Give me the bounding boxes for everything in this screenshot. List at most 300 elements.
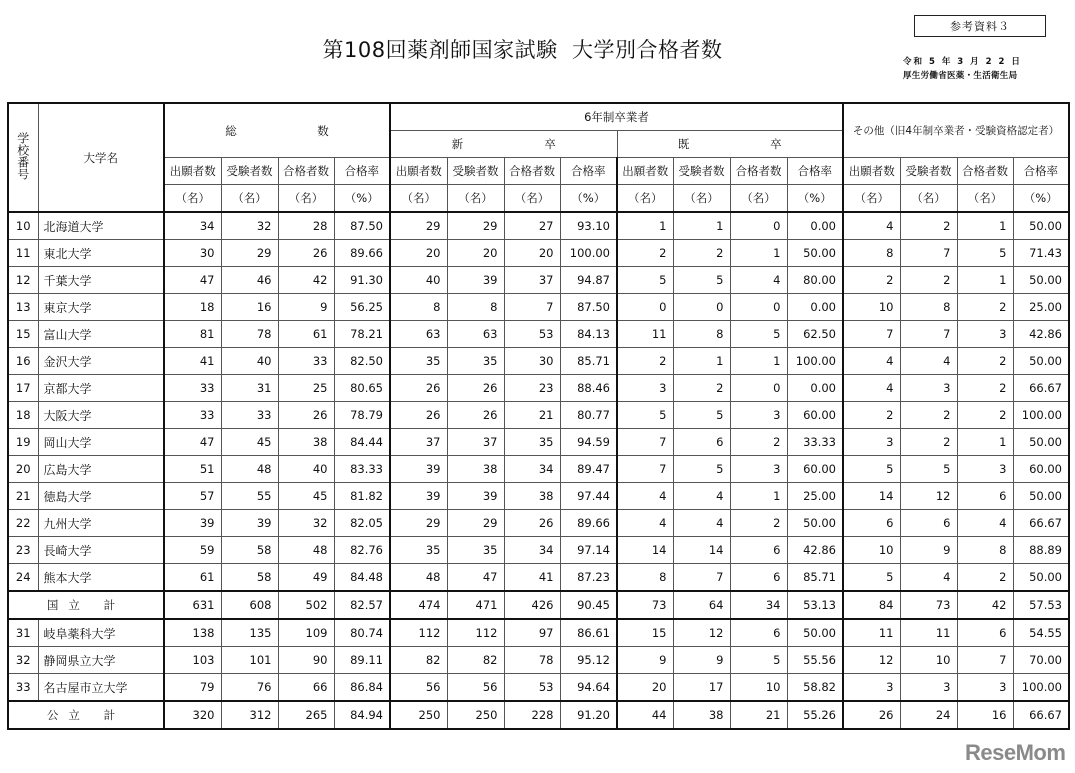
- cell-value: 4: [957, 510, 1013, 537]
- cell-value: 50.00: [787, 240, 843, 267]
- header-unit: （名）: [447, 185, 504, 213]
- cell-value: 2: [957, 294, 1013, 321]
- cell-value: 33: [164, 375, 221, 402]
- cell-value: 32: [278, 510, 334, 537]
- cell-value: 54.55: [1013, 619, 1069, 647]
- cell-value: 33: [164, 402, 221, 429]
- cell-value: 10: [843, 294, 900, 321]
- cell-value: 21: [730, 701, 787, 729]
- cell-value: 25: [278, 375, 334, 402]
- header-unit: （名）: [221, 185, 278, 213]
- cell-value: 78.21: [334, 321, 390, 348]
- cell-value: 2: [900, 212, 957, 240]
- cell-value: 4: [900, 564, 957, 592]
- cell-value: 60.00: [787, 456, 843, 483]
- cell-value: 37: [447, 429, 504, 456]
- cell-value: 29: [447, 212, 504, 240]
- cell-value: 20: [504, 240, 560, 267]
- cell-value: 53.13: [787, 591, 843, 619]
- cell-value: 2: [730, 429, 787, 456]
- cell-value: 94.87: [560, 267, 617, 294]
- school-number: 12: [8, 267, 38, 294]
- cell-value: 3: [843, 429, 900, 456]
- cell-value: 135: [221, 619, 278, 647]
- cell-value: 91.20: [560, 701, 617, 729]
- cell-value: 6: [730, 537, 787, 564]
- cell-value: 6: [730, 619, 787, 647]
- cell-value: 38: [673, 701, 730, 729]
- subtotal-label: 国立 計: [8, 591, 164, 619]
- cell-value: 2: [900, 402, 957, 429]
- cell-value: 3: [730, 402, 787, 429]
- cell-value: 2: [843, 267, 900, 294]
- cell-value: 59: [164, 537, 221, 564]
- cell-value: 11: [900, 619, 957, 647]
- table-row: [8, 537, 1069, 564]
- cell-value: 58: [221, 537, 278, 564]
- cell-value: 34: [164, 212, 221, 240]
- cell-value: 7: [900, 240, 957, 267]
- table-body: [8, 212, 1069, 729]
- school-number: 16: [8, 348, 38, 375]
- cell-value: 63: [390, 321, 447, 348]
- cell-value: 12: [673, 619, 730, 647]
- cell-value: 4: [900, 348, 957, 375]
- cell-value: 97.14: [560, 537, 617, 564]
- cell-value: 29: [447, 510, 504, 537]
- cell-value: 89.11: [334, 647, 390, 674]
- school-number: 20: [8, 456, 38, 483]
- cell-value: 5: [730, 321, 787, 348]
- cell-value: 7: [957, 647, 1013, 674]
- header-prev-grad: 既 卒: [617, 131, 843, 158]
- cell-value: 64: [673, 591, 730, 619]
- cell-value: 14: [843, 483, 900, 510]
- cell-value: 70.00: [1013, 647, 1069, 674]
- cell-value: 474: [390, 591, 447, 619]
- cell-value: 2: [957, 348, 1013, 375]
- cell-value: 26: [447, 375, 504, 402]
- header-unit: （%）: [334, 185, 390, 213]
- school-number: 21: [8, 483, 38, 510]
- cell-value: 32: [221, 212, 278, 240]
- cell-value: 39: [390, 483, 447, 510]
- cell-value: 73: [617, 591, 673, 619]
- cell-value: 100.00: [560, 240, 617, 267]
- cell-value: 5: [673, 267, 730, 294]
- cell-value: 47: [164, 267, 221, 294]
- header-metric: 合格率: [1013, 158, 1069, 185]
- cell-value: 40: [278, 456, 334, 483]
- cell-value: 5: [730, 647, 787, 674]
- cell-value: 5: [617, 402, 673, 429]
- cell-value: 26: [447, 402, 504, 429]
- cell-value: 16: [957, 701, 1013, 729]
- title-exam: 第108回薬剤師国家試験: [322, 38, 558, 62]
- cell-value: 1: [673, 212, 730, 240]
- cell-value: 42.86: [787, 537, 843, 564]
- cell-value: 0: [617, 294, 673, 321]
- cell-value: 26: [504, 510, 560, 537]
- cell-value: 2: [900, 429, 957, 456]
- cell-value: 100.00: [1013, 402, 1069, 429]
- cell-value: 12: [900, 483, 957, 510]
- cell-value: 9: [617, 647, 673, 674]
- table-row: [8, 267, 1069, 294]
- university-name: 岐阜薬科大学: [38, 619, 164, 647]
- header-metric: 合格率: [334, 158, 390, 185]
- cell-value: 83.33: [334, 456, 390, 483]
- cell-value: 3: [900, 674, 957, 702]
- cell-value: 4: [730, 267, 787, 294]
- header-metric: 受験者数: [900, 158, 957, 185]
- cell-value: 66.67: [1013, 510, 1069, 537]
- cell-value: 71.43: [1013, 240, 1069, 267]
- cell-value: 48: [221, 456, 278, 483]
- cell-value: 16: [221, 294, 278, 321]
- cell-value: 0: [730, 212, 787, 240]
- cell-value: 56.25: [334, 294, 390, 321]
- cell-value: 81.82: [334, 483, 390, 510]
- cell-value: 5: [900, 456, 957, 483]
- cell-value: 3: [900, 375, 957, 402]
- header-metric: 合格率: [787, 158, 843, 185]
- cell-value: 12: [843, 647, 900, 674]
- cell-value: 33: [221, 402, 278, 429]
- cell-value: 15: [617, 619, 673, 647]
- cell-value: 1: [957, 429, 1013, 456]
- university-name: 熊本大学: [38, 564, 164, 592]
- school-number: 32: [8, 647, 38, 674]
- school-number: 15: [8, 321, 38, 348]
- cell-value: 21: [504, 402, 560, 429]
- header-metric: 合格者数: [504, 158, 560, 185]
- cell-value: 44: [617, 701, 673, 729]
- cell-value: 89.66: [334, 240, 390, 267]
- cell-value: 90.45: [560, 591, 617, 619]
- cell-value: 95.12: [560, 647, 617, 674]
- cell-value: 87.23: [560, 564, 617, 592]
- cell-value: 2: [957, 402, 1013, 429]
- cell-value: 8: [447, 294, 504, 321]
- header-other: その他（旧4年制卒業者・受験資格認定者）: [843, 103, 1069, 158]
- cell-value: 1: [730, 240, 787, 267]
- cell-value: 35: [447, 348, 504, 375]
- cell-value: 48: [390, 564, 447, 592]
- cell-value: 2: [617, 348, 673, 375]
- cell-value: 34: [730, 591, 787, 619]
- school-number: 22: [8, 510, 38, 537]
- school-number: 11: [8, 240, 38, 267]
- cell-value: 2: [957, 564, 1013, 592]
- cell-value: 51: [164, 456, 221, 483]
- header-unit: （%）: [1013, 185, 1069, 213]
- school-number: 24: [8, 564, 38, 592]
- school-number: 19: [8, 429, 38, 456]
- cell-value: 88.46: [560, 375, 617, 402]
- cell-value: 2: [673, 375, 730, 402]
- table-row: [8, 647, 1069, 674]
- cell-value: 29: [390, 212, 447, 240]
- header-unit: （%）: [560, 185, 617, 213]
- cell-value: 426: [504, 591, 560, 619]
- cell-value: 250: [390, 701, 447, 729]
- cell-value: 46: [221, 267, 278, 294]
- cell-value: 38: [278, 429, 334, 456]
- cell-value: 4: [843, 375, 900, 402]
- header-unit: （名）: [617, 185, 673, 213]
- cell-value: 84: [843, 591, 900, 619]
- cell-value: 31: [221, 375, 278, 402]
- cell-value: 6: [900, 510, 957, 537]
- cell-value: 82.50: [334, 348, 390, 375]
- cell-value: 55: [221, 483, 278, 510]
- cell-value: 58: [221, 564, 278, 592]
- cell-value: 11: [617, 321, 673, 348]
- header-unit: （名）: [843, 185, 900, 213]
- cell-value: 53: [504, 674, 560, 702]
- cell-value: 42: [278, 267, 334, 294]
- cell-value: 50.00: [787, 510, 843, 537]
- cell-value: 8: [390, 294, 447, 321]
- cell-value: 82.57: [334, 591, 390, 619]
- cell-value: 58.82: [787, 674, 843, 702]
- cell-value: 28: [278, 212, 334, 240]
- table-row: [8, 402, 1069, 429]
- university-name: 東京大学: [38, 294, 164, 321]
- cell-value: 4: [673, 510, 730, 537]
- cell-value: 80.77: [560, 402, 617, 429]
- cell-value: 0: [730, 294, 787, 321]
- cell-value: 1: [730, 348, 787, 375]
- cell-value: 17: [673, 674, 730, 702]
- school-number: 10: [8, 212, 38, 240]
- header-metric: 出願者数: [843, 158, 900, 185]
- table-row: [8, 240, 1069, 267]
- cell-value: 631: [164, 591, 221, 619]
- cell-value: 5: [843, 456, 900, 483]
- university-name: 金沢大学: [38, 348, 164, 375]
- cell-value: 3: [730, 456, 787, 483]
- cell-value: 85.71: [560, 348, 617, 375]
- cell-value: 7: [617, 456, 673, 483]
- table-row: [8, 429, 1069, 456]
- school-number: 13: [8, 294, 38, 321]
- cell-value: 4: [617, 483, 673, 510]
- cell-value: 7: [673, 564, 730, 592]
- cell-value: 101: [221, 647, 278, 674]
- school-number: 31: [8, 619, 38, 647]
- cell-value: 39: [390, 456, 447, 483]
- cell-value: 20: [447, 240, 504, 267]
- header-unit: （%）: [787, 185, 843, 213]
- cell-value: 1: [957, 267, 1013, 294]
- header-metric: 出願者数: [164, 158, 221, 185]
- cell-value: 26: [390, 375, 447, 402]
- university-name: 大阪大学: [38, 402, 164, 429]
- results-table: [7, 102, 1070, 730]
- cell-value: 50.00: [1013, 348, 1069, 375]
- cell-value: 35: [390, 537, 447, 564]
- cell-value: 42: [957, 591, 1013, 619]
- table-row: [8, 321, 1069, 348]
- cell-value: 1: [617, 212, 673, 240]
- university-name: 静岡県立大学: [38, 647, 164, 674]
- table-row: [8, 375, 1069, 402]
- cell-value: 33.33: [787, 429, 843, 456]
- header-metric: 出願者数: [617, 158, 673, 185]
- cell-value: 47: [447, 564, 504, 592]
- cell-value: 39: [221, 510, 278, 537]
- publish-date: 令和 5 年 3 月 2 2 日: [903, 57, 1022, 67]
- cell-value: 60.00: [1013, 456, 1069, 483]
- cell-value: 138: [164, 619, 221, 647]
- cell-value: 4: [843, 212, 900, 240]
- cell-value: 73: [900, 591, 957, 619]
- cell-value: 5: [617, 267, 673, 294]
- header-metric: 受験者数: [221, 158, 278, 185]
- cell-value: 97.44: [560, 483, 617, 510]
- cell-value: 55.56: [787, 647, 843, 674]
- cell-value: 0.00: [787, 212, 843, 240]
- cell-value: 0: [730, 375, 787, 402]
- cell-value: 61: [164, 564, 221, 592]
- cell-value: 9: [900, 537, 957, 564]
- header-metric: 合格者数: [730, 158, 787, 185]
- table-row: [8, 483, 1069, 510]
- cell-value: 2: [957, 375, 1013, 402]
- cell-value: 56: [390, 674, 447, 702]
- cell-value: 5: [673, 402, 730, 429]
- cell-value: 61: [278, 321, 334, 348]
- cell-value: 94.64: [560, 674, 617, 702]
- header-unit: （名）: [278, 185, 334, 213]
- cell-value: 50.00: [1013, 564, 1069, 592]
- header-metric: 合格率: [560, 158, 617, 185]
- cell-value: 4: [843, 348, 900, 375]
- subtotal-row: [8, 591, 1069, 619]
- cell-value: 34: [504, 537, 560, 564]
- cell-value: 91.30: [334, 267, 390, 294]
- university-name: 九州大学: [38, 510, 164, 537]
- cell-value: 86.84: [334, 674, 390, 702]
- university-name: 長崎大学: [38, 537, 164, 564]
- cell-value: 312: [221, 701, 278, 729]
- resemom-watermark: ReseMom: [965, 740, 1066, 765]
- cell-value: 84.44: [334, 429, 390, 456]
- header-metric: 合格者数: [957, 158, 1013, 185]
- cell-value: 50.00: [1013, 429, 1069, 456]
- cell-value: 60.00: [787, 402, 843, 429]
- cell-value: 41: [164, 348, 221, 375]
- cell-value: 27: [504, 212, 560, 240]
- cell-value: 2: [673, 240, 730, 267]
- cell-value: 40: [390, 267, 447, 294]
- cell-value: 1: [673, 348, 730, 375]
- cell-value: 24: [900, 701, 957, 729]
- university-name: 千葉大学: [38, 267, 164, 294]
- department: 厚生労働省医薬・生活衛生局: [903, 71, 1018, 81]
- cell-value: 6: [843, 510, 900, 537]
- header-total: 総 数: [164, 103, 390, 158]
- university-name: 京都大学: [38, 375, 164, 402]
- header-unit: （名）: [390, 185, 447, 213]
- cell-value: 35: [390, 348, 447, 375]
- cell-value: 10: [843, 537, 900, 564]
- cell-value: 9: [278, 294, 334, 321]
- cell-value: 3: [957, 674, 1013, 702]
- cell-value: 78: [504, 647, 560, 674]
- cell-value: 265: [278, 701, 334, 729]
- cell-value: 50.00: [1013, 267, 1069, 294]
- cell-value: 78: [221, 321, 278, 348]
- cell-value: 2: [900, 267, 957, 294]
- header-new-grad: 新 卒: [390, 131, 617, 158]
- cell-value: 23: [504, 375, 560, 402]
- cell-value: 50.00: [787, 619, 843, 647]
- cell-value: 8: [673, 321, 730, 348]
- cell-value: 40: [221, 348, 278, 375]
- cell-value: 82.76: [334, 537, 390, 564]
- cell-value: 5: [673, 456, 730, 483]
- cell-value: 502: [278, 591, 334, 619]
- cell-value: 47: [164, 429, 221, 456]
- header-univ-name: 大学名: [38, 103, 164, 212]
- cell-value: 25.00: [1013, 294, 1069, 321]
- header-metric: 出願者数: [390, 158, 447, 185]
- cell-value: 4: [617, 510, 673, 537]
- cell-value: 0.00: [787, 375, 843, 402]
- cell-value: 86.61: [560, 619, 617, 647]
- university-name: 富山大学: [38, 321, 164, 348]
- header-unit: （名）: [504, 185, 560, 213]
- cell-value: 30: [164, 240, 221, 267]
- cell-value: 78.79: [334, 402, 390, 429]
- header-6yr-graduates: 6年制卒業者: [390, 103, 843, 131]
- cell-value: 39: [164, 510, 221, 537]
- cell-value: 18: [164, 294, 221, 321]
- cell-value: 84.13: [560, 321, 617, 348]
- cell-value: 0: [673, 294, 730, 321]
- university-name: 岡山大学: [38, 429, 164, 456]
- cell-value: 81: [164, 321, 221, 348]
- cell-value: 38: [447, 456, 504, 483]
- cell-value: 1: [957, 212, 1013, 240]
- cell-value: 48: [278, 537, 334, 564]
- school-number: 18: [8, 402, 38, 429]
- cell-value: 80.00: [787, 267, 843, 294]
- header-unit: （名）: [673, 185, 730, 213]
- cell-value: 76: [221, 674, 278, 702]
- cell-value: 87.50: [560, 294, 617, 321]
- cell-value: 112: [390, 619, 447, 647]
- cell-value: 39: [447, 483, 504, 510]
- cell-value: 29: [390, 510, 447, 537]
- cell-value: 66: [278, 674, 334, 702]
- cell-value: 2: [843, 402, 900, 429]
- cell-value: 112: [447, 619, 504, 647]
- cell-value: 7: [504, 294, 560, 321]
- cell-value: 26: [278, 402, 334, 429]
- cell-value: 34: [504, 456, 560, 483]
- cell-value: 11: [843, 619, 900, 647]
- cell-value: 35: [504, 429, 560, 456]
- table-row: [8, 619, 1069, 647]
- cell-value: 80.65: [334, 375, 390, 402]
- cell-value: 7: [617, 429, 673, 456]
- cell-value: 56: [447, 674, 504, 702]
- cell-value: 94.59: [560, 429, 617, 456]
